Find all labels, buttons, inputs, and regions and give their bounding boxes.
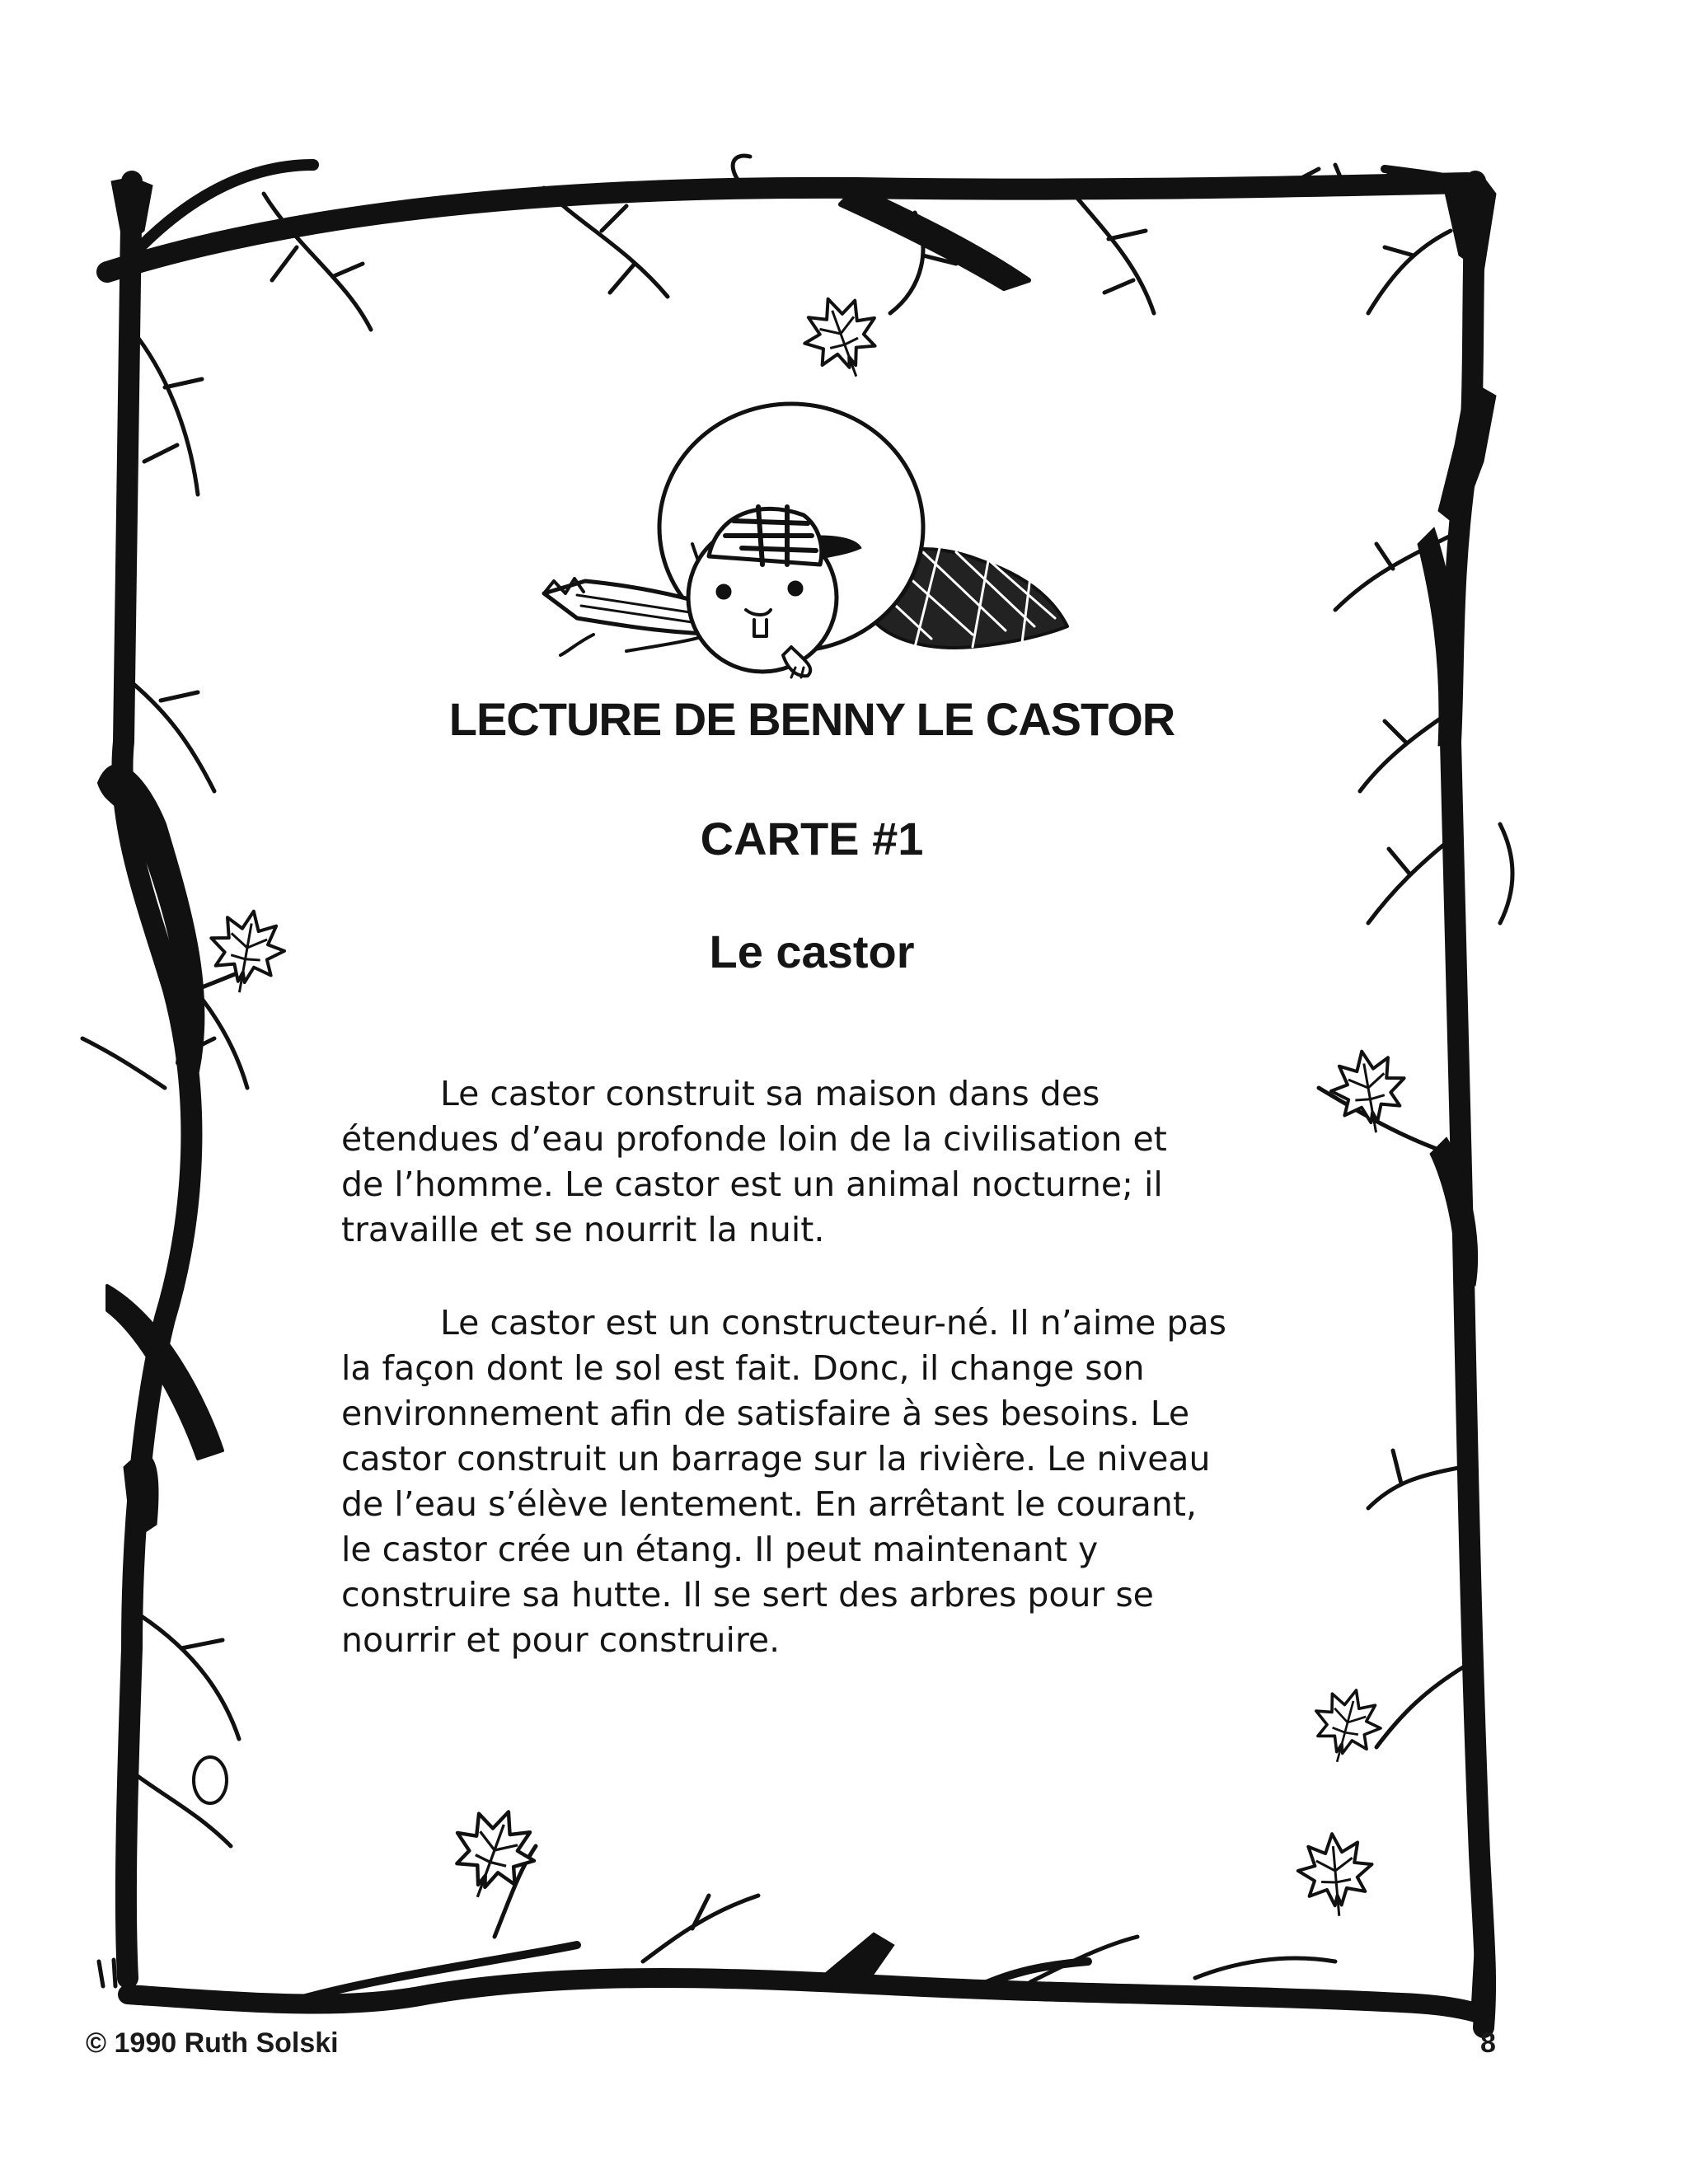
section-subtitle: Le castor (709, 926, 915, 977)
top-branch (107, 156, 1484, 330)
paragraph-line: de l’eau s’élève lentement. En arrêtant le courant, (341, 1484, 1198, 1524)
page-number: 8 (1480, 2027, 1496, 2059)
paragraph-line: travaille et se nourrit la nuit. (341, 1210, 825, 1249)
copyright-notice: © 1990 Ruth Solski (86, 2027, 339, 2059)
paragraph-line: Le castor construit sa maison dans des (440, 1074, 1100, 1113)
paragraph-line: construire sa hutte. Il se sert des arbres pour se (341, 1575, 1154, 1615)
paragraph-line: la façon dont le sol est fait. Donc, il change son (341, 1348, 1145, 1388)
left-branch (82, 177, 247, 1986)
paragraph-line: castor construit un barrage sur la rivière. Le niveau (341, 1439, 1211, 1479)
paragraph-line: le castor crée un étang. Il peut maintenant y (341, 1530, 1099, 1569)
paragraph-1 (341, 1071, 1264, 1253)
paragraph-2 (341, 1301, 1264, 1663)
card-number: CARTE #1 (700, 813, 924, 865)
paragraph-line: nourrir et pour construire. (341, 1620, 781, 1660)
beaver-mascot (544, 404, 1067, 677)
paragraph-line: de l’homme. Le castor est un animal nocturne; il (341, 1165, 1163, 1204)
page-title: LECTURE DE BENNY LE CASTOR (448, 693, 1175, 745)
bottom-branch (128, 1846, 1484, 2015)
paragraph-line: environnement afin de satisfaire à ses besoins. Le (341, 1394, 1190, 1433)
paragraph-line: Le castor est un constructeur-né. Il n’aime pas (440, 1303, 1226, 1343)
paragraph-line: étendues d’eau profonde loin de la civilisation et (341, 1119, 1167, 1159)
